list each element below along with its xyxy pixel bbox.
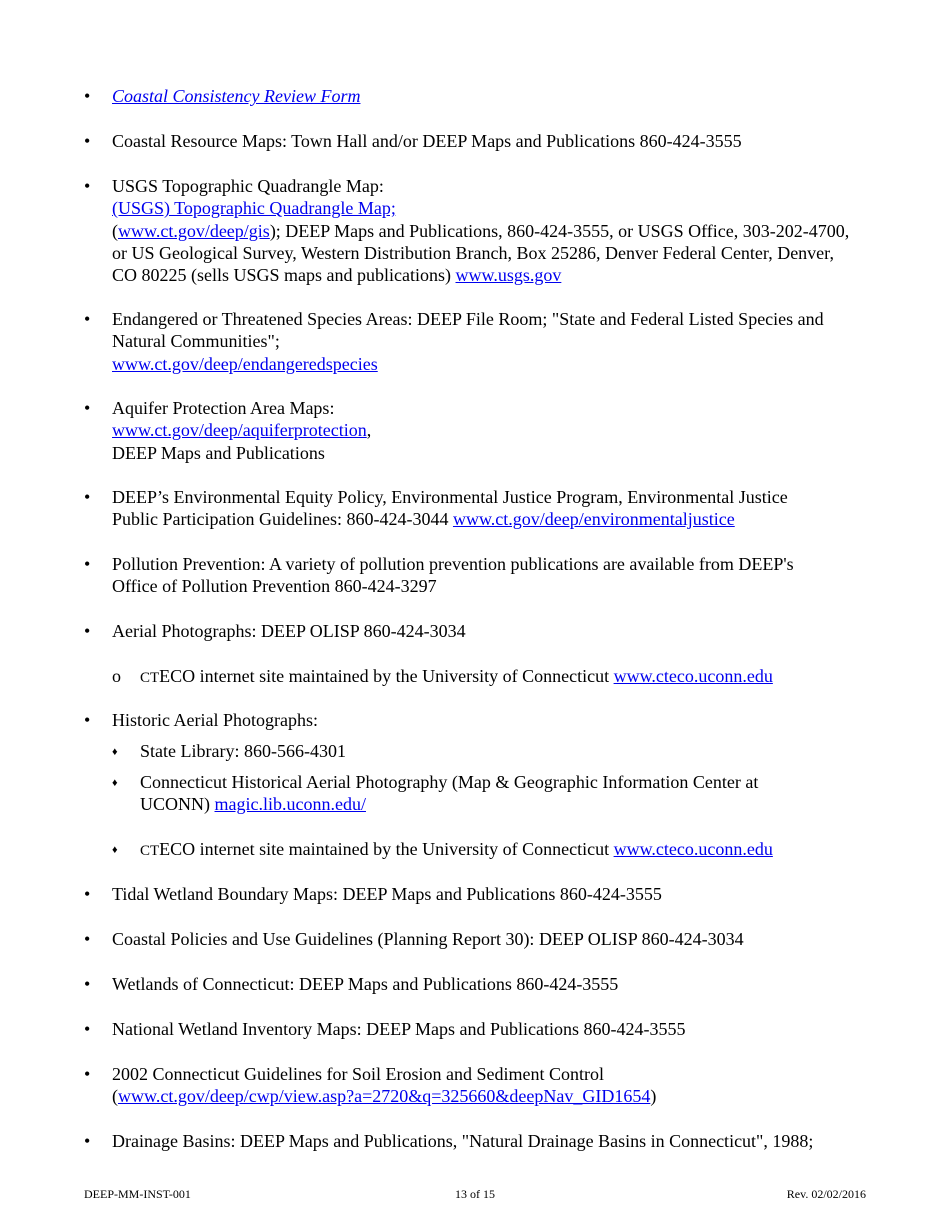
- ct-prefix: CT: [140, 670, 160, 686]
- bullet: •: [84, 710, 91, 730]
- bullet: •: [84, 86, 91, 106]
- bullet: •: [84, 621, 91, 641]
- aquifer-protection-link[interactable]: www.ct.gov/deep/aquiferprotection: [112, 420, 367, 441]
- diamond-bullet: ♦: [112, 844, 118, 856]
- bullet: •: [84, 487, 91, 507]
- footer-page-number: 13 of 15: [455, 1187, 495, 1201]
- item-text: Coastal Resource Maps: Town Hall and/or DEEP Maps and Publications 860-424-3555: [112, 131, 742, 151]
- item-text: Wetlands of Connecticut: DEEP Maps and Publications 860-424-3555: [112, 974, 619, 994]
- bullet: •: [84, 974, 91, 994]
- cteco-link[interactable]: www.cteco.uconn.edu: [613, 666, 773, 686]
- sub-list-item: [140, 838, 880, 862]
- bullet: •: [84, 929, 91, 949]
- environmental-justice-link[interactable]: www.ct.gov/deep/environmentaljustice: [452, 509, 735, 530]
- diamond-bullet: ♦: [112, 746, 118, 758]
- item-label: Aquifer Protection Area Maps:: [112, 398, 335, 418]
- item-text: National Wetland Inventory Maps: DEEP Maps and Publications 860-424-3555: [112, 1019, 686, 1039]
- bullet: •: [84, 176, 91, 196]
- footer-doc-id: DEEP-MM-INST-001: [84, 1187, 191, 1201]
- bullet: •: [84, 1131, 91, 1151]
- list-item: [112, 308, 860, 375]
- item-text: ): [650, 1086, 657, 1107]
- item-text: ECO internet site maintained by the University of Connecticut: [159, 839, 614, 859]
- bullet: •: [84, 398, 91, 418]
- bullet: •: [84, 884, 91, 904]
- sub-list-item: [140, 740, 880, 762]
- item-text: Endangered or Threatened Species Areas: DEEP File Room; "State and Federal Listed Species and Natural Communities";: [112, 309, 824, 352]
- list-item: [112, 928, 872, 950]
- list-item: [112, 1018, 872, 1040]
- endangered-species-link[interactable]: www.ct.gov/deep/endangeredspecies: [112, 353, 378, 374]
- footer-revision: Rev. 02/02/2016: [786, 1187, 866, 1201]
- item-text: Tidal Wetland Boundary Maps: DEEP Maps and Publications 860-424-3555: [112, 884, 662, 904]
- item-text: Coastal Policies and Use Guidelines (Planning Report 30): DEEP OLISP 860-424-3034: [112, 929, 744, 949]
- bullet: •: [84, 131, 91, 151]
- item-text: State Library: 860-566-4301: [140, 741, 346, 761]
- item-text: Connecticut Historical Aerial Photography (Map & Geographic Information Center at UCONN): [140, 772, 759, 815]
- diamond-bullet: ♦: [112, 777, 118, 789]
- item-text: ); DEEP Maps and Publications, 860-424-3555, or USGS Office, 303-202-4700, or US Geological Survey, Western Distribution Branch, Box 25286, Denver Federal Center, Denver, CO 80225 (sells USGS maps and publications): [112, 220, 850, 286]
- sub-list-item: [140, 665, 880, 689]
- bullet: •: [84, 554, 91, 574]
- list-item: [112, 973, 872, 995]
- item-text: DEEP Maps and Publications: [112, 442, 325, 463]
- usgs-gov-link[interactable]: www.usgs.gov: [455, 265, 562, 286]
- item-text: (: [112, 220, 118, 241]
- bullet: •: [84, 1064, 91, 1084]
- item-text: Drainage Basins: DEEP Maps and Publications, "Natural Drainage Basins in Connecticut", 1988;: [112, 1131, 814, 1151]
- ct-gov-deep-gis-link[interactable]: www.ct.gov/deep/gis: [118, 220, 270, 241]
- list-item: [112, 620, 872, 642]
- item-text: ,: [366, 420, 372, 441]
- magic-lib-uconn-link[interactable]: magic.lib.uconn.edu/: [214, 794, 366, 815]
- item-label: USGS Topographic Quadrangle Map:: [112, 176, 384, 196]
- item-text: DEEP’s Environmental Equity Policy, Environmental Justice Program, Environmental Justice Public Participation Guidelines: 860-424-3044: [112, 487, 788, 530]
- cteco-link[interactable]: www.cteco.uconn.edu: [613, 839, 773, 859]
- list-item: [112, 85, 872, 107]
- item-text: Pollution Prevention: A variety of pollution prevention publications are available from DEEP's Office of Pollution Prevention 860-424-3297: [112, 554, 794, 597]
- usgs-topographic-link[interactable]: (USGS) Topographic Quadrangle Map;: [112, 198, 396, 219]
- list-item: [112, 397, 872, 464]
- list-item: [112, 1063, 872, 1108]
- list-item: [112, 553, 837, 598]
- item-text: ECO internet site maintained by the University of Connecticut: [159, 666, 614, 686]
- sub-list-item: [140, 771, 800, 816]
- list-item: [112, 486, 824, 531]
- sub-bullet: o: [112, 666, 121, 686]
- item-text: Aerial Photographs: DEEP OLISP 860-424-3034: [112, 621, 466, 641]
- list-item: [112, 1130, 872, 1152]
- soil-erosion-guidelines-link[interactable]: www.ct.gov/deep/cwp/view.asp?a=2720&q=325660&deepNav_GID1654: [118, 1086, 651, 1107]
- bullet: •: [84, 309, 91, 329]
- list-item: [112, 130, 872, 152]
- list-item: [112, 709, 872, 731]
- ct-prefix: CT: [140, 843, 160, 859]
- item-text: 2002 Connecticut Guidelines for Soil Erosion and Sediment Control: [112, 1064, 604, 1084]
- list-item: [112, 883, 872, 905]
- list-item: [112, 175, 857, 286]
- item-text: (: [112, 1086, 118, 1107]
- bullet: •: [84, 1019, 91, 1039]
- coastal-consistency-review-form-link[interactable]: Coastal Consistency Review Form: [112, 86, 361, 106]
- item-text: Historic Aerial Photographs:: [112, 710, 318, 730]
